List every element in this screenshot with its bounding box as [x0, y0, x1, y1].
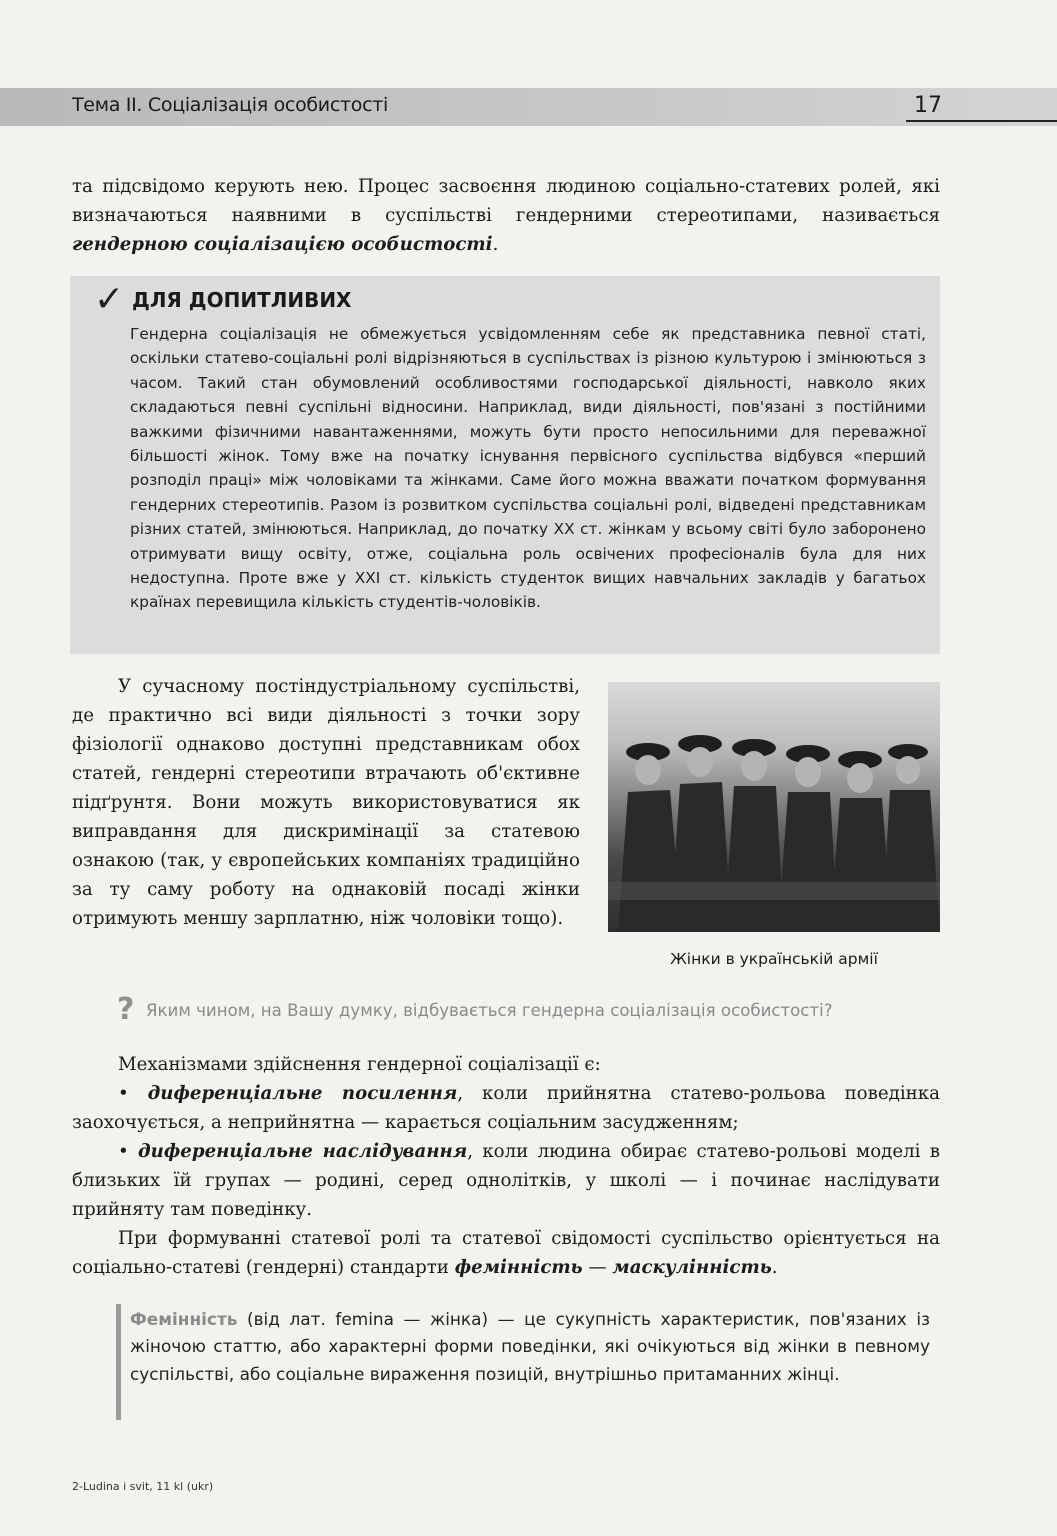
- mechanism-term: диференціальне наслідування: [138, 1141, 468, 1162]
- page-number-rule: [906, 120, 1057, 122]
- soldiers-photo: [608, 682, 940, 932]
- intro-text: та підсвідомо керують нею. Процес засвоєння людиною соціально-статевих ролей, які визначаються наявними в суспільстві гендерними стереотипами, називається: [72, 176, 940, 226]
- closing-end: .: [771, 1257, 778, 1278]
- page-number: 17: [914, 93, 942, 118]
- intro-end: .: [492, 234, 499, 255]
- closing-dash: —: [582, 1257, 613, 1278]
- side-paragraph-text: У сучасному постіндустріальному суспільстві, де практично всі види діяльності з точки зору фізіології однаково доступні представникам обох статей, гендерні стереотипи втрачають об'єктивне підґрунтя. Вони можуть використовуватися як виправдання для дискримінації за статевою ознакою (так, у європейських компаніях традиційно за ту саму роботу на однаковій посаді жінки отримують меншу зарплатню, ніж чоловіки тощо).: [72, 676, 580, 929]
- soldiers-photo-illustration: [608, 682, 940, 932]
- mechanism-text: , коли прийнятна статево-рольова поведінка заохочується, а неприйнятна — карається соціальним засудженням;: [72, 1083, 940, 1133]
- mechanisms-lead: Механізмами здійснення гендерної соціалізації є:: [118, 1054, 601, 1075]
- mechanism-item: [72, 1079, 940, 1137]
- closing-term-masculine: маскулінність: [612, 1257, 772, 1278]
- definition-block: [130, 1306, 930, 1388]
- checkmark-icon: ✓: [94, 279, 125, 320]
- closing-text: При формуванні статевої ролі та статевої свідомості суспільство орієнтується на соціально-статеві (гендерні) стандарти: [72, 1228, 940, 1278]
- definition-bar: [116, 1304, 121, 1420]
- chapter-title: Тема II. Соціалізація особистості: [72, 94, 388, 116]
- question-mark-icon: ?: [117, 992, 135, 1027]
- footer-text: 2-Ludina i svit, 11 kl (ukr): [72, 1480, 214, 1493]
- question-text: Яким чином, на Вашу думку, відбувається гендерна соціалізація особистості?: [146, 1001, 833, 1020]
- intro-term: гендерною соціалізацією особистості: [72, 234, 493, 255]
- photo-caption: Жінки в українській армії: [670, 950, 878, 968]
- info-box-text: Гендерна соціалізація не обмежується усвідомленням себе як представника певної статі, оскільки статево-соціальні ролі відрізняються в суспільствах із різною культурою і змінюються з часом. Такий стан обумовлений особливостями господарської діяльності, навколо яких складаються певні суспільні відносини. Наприклад, види діяльності, пов'язані з постійними важкими фізичними навантаженнями, можуть бути просто непосильними для переважної більшості жінок. Тому вже на початку існування первісного суспільства відбувся «перший розподіл праці» між чоловіками та жінками. Саме його можна вважати початком формування гендерних стереотипів. Разом із розвитком суспільства соціальні ролі, відведені представникам різних статей, змінюються. Наприклад, до початку XX ст. жінкам у всьому світі було заборонено отримувати вищу освіту, отже, соціальна роль освічених професіоналів була для них недоступна. Проте вже у XXI ст. кількість студенток вищих навчальних закладів у багатьох країнах перевищила кількість студентів-чоловіків.: [130, 325, 926, 612]
- closing-term-feminine: фемінність: [454, 1257, 583, 1278]
- closing-paragraph: [72, 1224, 940, 1282]
- mechanisms-section: [72, 1050, 940, 1282]
- info-box-title: ДЛЯ ДОПИТЛИВИХ: [132, 288, 352, 312]
- bullet: •: [118, 1083, 129, 1104]
- mechanism-text: , коли людина обирає статево-рольові моделі в близьких їй групах — родині, серед однолітків, у школі — і починає наслідувати прийняту там поведінку.: [72, 1141, 940, 1220]
- bullet: •: [118, 1141, 129, 1162]
- definition-text: (від лат. femina — жінка) — це сукупність характеристик, пов'язаних із жіночою статтю, або характерні форми поведінки, які очікуються від жінки в певному суспільстві, або соціальне вираження позицій, внутрішньо притаманних жінці.: [130, 1309, 930, 1384]
- definition-term: Фемінність: [130, 1309, 238, 1329]
- intro-paragraph: [72, 172, 940, 259]
- mechanism-item: [72, 1137, 940, 1224]
- mechanism-term: диференціальне посилення: [147, 1083, 458, 1104]
- side-paragraph: [72, 672, 580, 933]
